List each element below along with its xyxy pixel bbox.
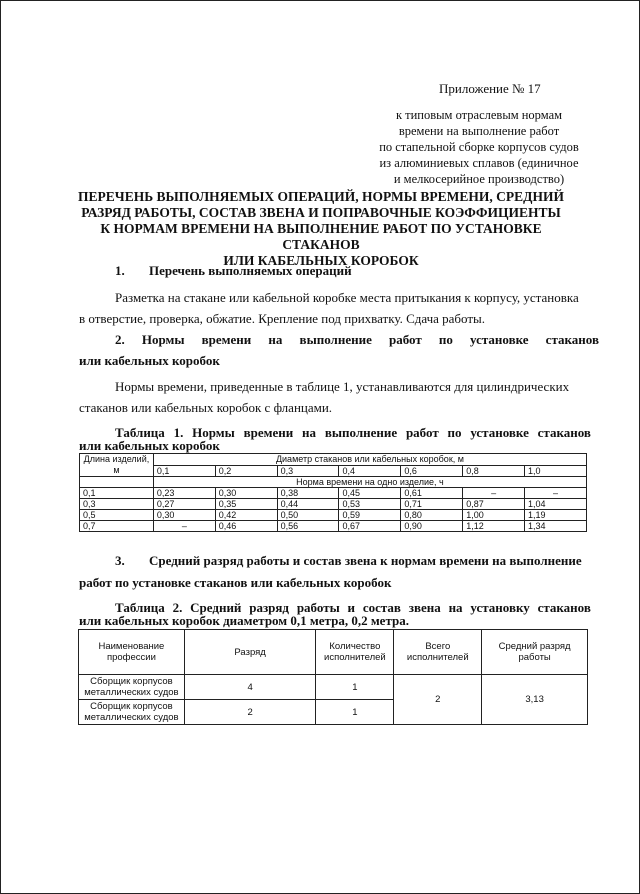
section-2-heading-line2: или кабельных коробок bbox=[79, 353, 220, 368]
value-cell: 0,80 bbox=[401, 510, 463, 521]
caption-word: состав bbox=[362, 600, 401, 615]
section-title: Перечень выполняемых операций bbox=[149, 263, 352, 278]
caption-word: Нормы bbox=[192, 425, 235, 440]
length-cell: 0,7 bbox=[80, 521, 154, 532]
profession-cell: Сборщик корпусов металлических судов bbox=[79, 675, 185, 700]
section-number: 1. bbox=[115, 263, 125, 278]
caption-word: стаканов bbox=[537, 425, 591, 440]
diameter-cell: 0,2 bbox=[215, 465, 277, 477]
caption-word: Таблица bbox=[115, 425, 165, 440]
length-cell: 0,3 bbox=[80, 499, 154, 510]
section-1-heading bbox=[115, 263, 352, 279]
value-cell: 0,44 bbox=[277, 499, 339, 510]
header-cell: Наименование профессии bbox=[79, 630, 185, 675]
table-row bbox=[80, 499, 587, 510]
value-cell: 0,67 bbox=[339, 521, 401, 532]
value-cell: 0,46 bbox=[215, 521, 277, 532]
length-cell: 0,1 bbox=[80, 488, 154, 499]
diameter-cell: 0,1 bbox=[153, 465, 215, 477]
heading-word: выполнение bbox=[299, 332, 372, 347]
heading-word: установке bbox=[470, 332, 529, 347]
count-cell: 1 bbox=[316, 700, 394, 725]
value-cell: 0,53 bbox=[339, 499, 401, 510]
caption-word: разряд bbox=[249, 600, 290, 615]
value-cell: 0,87 bbox=[463, 499, 525, 510]
caption-word: выполнение bbox=[324, 425, 398, 440]
section-number: 3. bbox=[115, 553, 125, 568]
title-line: ПЕРЕЧЕНЬ ВЫПОЛНЯЕМЫХ ОПЕРАЦИЙ, НОРМЫ ВРЕМЕНИ, СРЕДНИЙ bbox=[78, 189, 564, 204]
appendix-line: из алюминиевых сплавов (единичное bbox=[379, 156, 579, 170]
table-row bbox=[79, 675, 588, 700]
text-line: Разметка на стакане или кабельной коробке места притыкания к корпусу, установка bbox=[115, 290, 579, 305]
heading-word: на bbox=[268, 332, 283, 347]
header-cell: Разряд bbox=[184, 630, 316, 675]
caption-word: звена bbox=[408, 600, 441, 615]
title-line: РАЗРЯД РАБОТЫ, СОСТАВ ЗВЕНА И ПОПРАВОЧНЫЕ КОЭФФИЦИЕНТЫ bbox=[81, 205, 561, 220]
section-3-heading-line2: работ по установке стаканов или кабельных коробок bbox=[79, 575, 392, 590]
value-cell: 1,04 bbox=[525, 499, 587, 510]
value-cell: 0,90 bbox=[401, 521, 463, 532]
grade-cell: 4 bbox=[184, 675, 316, 700]
value-cell: – bbox=[525, 488, 587, 499]
appendix-line: времени на выполнение работ bbox=[398, 124, 560, 138]
value-cell: 0,59 bbox=[339, 510, 401, 521]
value-cell: 1,19 bbox=[525, 510, 587, 521]
value-cell: 1,00 bbox=[463, 510, 525, 521]
section-number: 2. bbox=[115, 332, 125, 347]
table-2-caption-line2: или кабельных коробок диаметром 0,1 метра, 0,2 метра. bbox=[79, 613, 409, 628]
section-2-heading bbox=[115, 332, 599, 348]
caption-word: работы bbox=[296, 600, 340, 615]
header-cell: Всего исполнителей bbox=[394, 630, 482, 675]
caption-word: 1. bbox=[173, 425, 184, 440]
value-cell: 0,42 bbox=[215, 510, 277, 521]
section-1-text bbox=[79, 287, 597, 329]
caption-word: Средний bbox=[190, 600, 242, 615]
appendix-line: к типовым отраслевым нормам bbox=[395, 108, 563, 122]
text-line: в отверстие, проверка, обжатие. Крепление под прихватку. Сдача работы. bbox=[79, 311, 486, 326]
header-cell: Средний разряд работы bbox=[482, 630, 588, 675]
grade-cell: 2 bbox=[184, 700, 316, 725]
text-line: стаканов или кабельных коробок с фланцами. bbox=[79, 400, 333, 415]
norm-header: Норма времени на одно изделие, ч bbox=[153, 477, 586, 488]
count-cell: 1 bbox=[316, 675, 394, 700]
caption-word: 2. bbox=[172, 600, 183, 615]
appendix-line: по стапельной сборке корпусов судов bbox=[379, 140, 579, 154]
value-cell: 0,71 bbox=[401, 499, 463, 510]
value-cell: 0,27 bbox=[153, 499, 215, 510]
appendix-number: Приложение № 17 bbox=[439, 81, 541, 96]
diameter-cell: 0,3 bbox=[277, 465, 339, 477]
total-cell: 2 bbox=[394, 675, 482, 725]
table-row bbox=[80, 521, 587, 532]
value-cell: 1,12 bbox=[463, 521, 525, 532]
section-title: Средний разряд работы и состав звена к нормам времени на выполнение bbox=[149, 553, 582, 568]
heading-word: работ bbox=[388, 332, 422, 347]
text-line: Нормы времени, приведенные в таблице 1, устанавливаются для цилиндрических bbox=[115, 379, 570, 394]
header-cell: Количество исполнителей bbox=[316, 630, 394, 675]
caption-word: на bbox=[448, 600, 463, 615]
length-cell: 0,5 bbox=[80, 510, 154, 521]
avg-grade-cell: 3,13 bbox=[482, 675, 588, 725]
value-cell: 0,45 bbox=[339, 488, 401, 499]
caption-word: стаканов bbox=[537, 600, 591, 615]
caption-word: на bbox=[302, 425, 317, 440]
appendix-line: и мелкосерийное производство) bbox=[393, 172, 565, 186]
appendix-description bbox=[361, 107, 597, 187]
heading-word: стаканов bbox=[545, 332, 599, 347]
section-3-heading bbox=[115, 553, 582, 569]
title-line: ИЛИ КАБЕЛЬНЫХ КОРОБОК bbox=[223, 253, 419, 268]
diameter-cell: 0,4 bbox=[339, 465, 401, 477]
heading-word: по bbox=[438, 332, 453, 347]
caption-word: установку bbox=[470, 600, 530, 615]
value-cell: 0,56 bbox=[277, 521, 339, 532]
value-cell: 0,23 bbox=[153, 488, 215, 499]
value-cell: 0,30 bbox=[153, 510, 215, 521]
value-cell: 0,30 bbox=[215, 488, 277, 499]
heading-word: времени bbox=[201, 332, 252, 347]
value-cell: – bbox=[463, 488, 525, 499]
caption-word: Таблица bbox=[115, 600, 165, 615]
value-cell: – bbox=[153, 521, 215, 532]
diameter-cell: 0,8 bbox=[463, 465, 525, 477]
caption-word: по bbox=[447, 425, 462, 440]
caption-word: и bbox=[347, 600, 356, 615]
diameter-cell: 1,0 bbox=[525, 465, 587, 477]
table-1-caption-line2: или кабельных коробок bbox=[79, 438, 220, 453]
heading-word: Нормы bbox=[141, 332, 185, 347]
value-cell: 0,50 bbox=[277, 510, 339, 521]
value-cell: 0,35 bbox=[215, 499, 277, 510]
section-2-text bbox=[79, 376, 597, 418]
value-cell: 1,34 bbox=[525, 521, 587, 532]
norms-table bbox=[79, 453, 587, 532]
profession-cell: Сборщик корпусов металлических судов bbox=[79, 700, 185, 725]
diameter-cell: 0,6 bbox=[401, 465, 463, 477]
caption-word: установке bbox=[470, 425, 529, 440]
length-header: Длина изделий, м bbox=[80, 454, 154, 477]
caption-word: работ bbox=[405, 425, 439, 440]
document-title bbox=[71, 189, 571, 269]
value-cell: 0,38 bbox=[277, 488, 339, 499]
value-cell: 0,61 bbox=[401, 488, 463, 499]
diameter-header: Диаметр стаканов или кабельных коробок, м bbox=[153, 454, 586, 466]
caption-word: времени bbox=[243, 425, 294, 440]
table-row bbox=[80, 488, 587, 499]
crew-table bbox=[78, 629, 588, 725]
table-cell bbox=[80, 477, 154, 488]
title-line: К НОРМАМ ВРЕМЕНИ НА ВЫПОЛНЕНИЕ РАБОТ ПО УСТАНОВКЕ СТАКАНОВ bbox=[100, 221, 542, 252]
table-row bbox=[80, 510, 587, 521]
